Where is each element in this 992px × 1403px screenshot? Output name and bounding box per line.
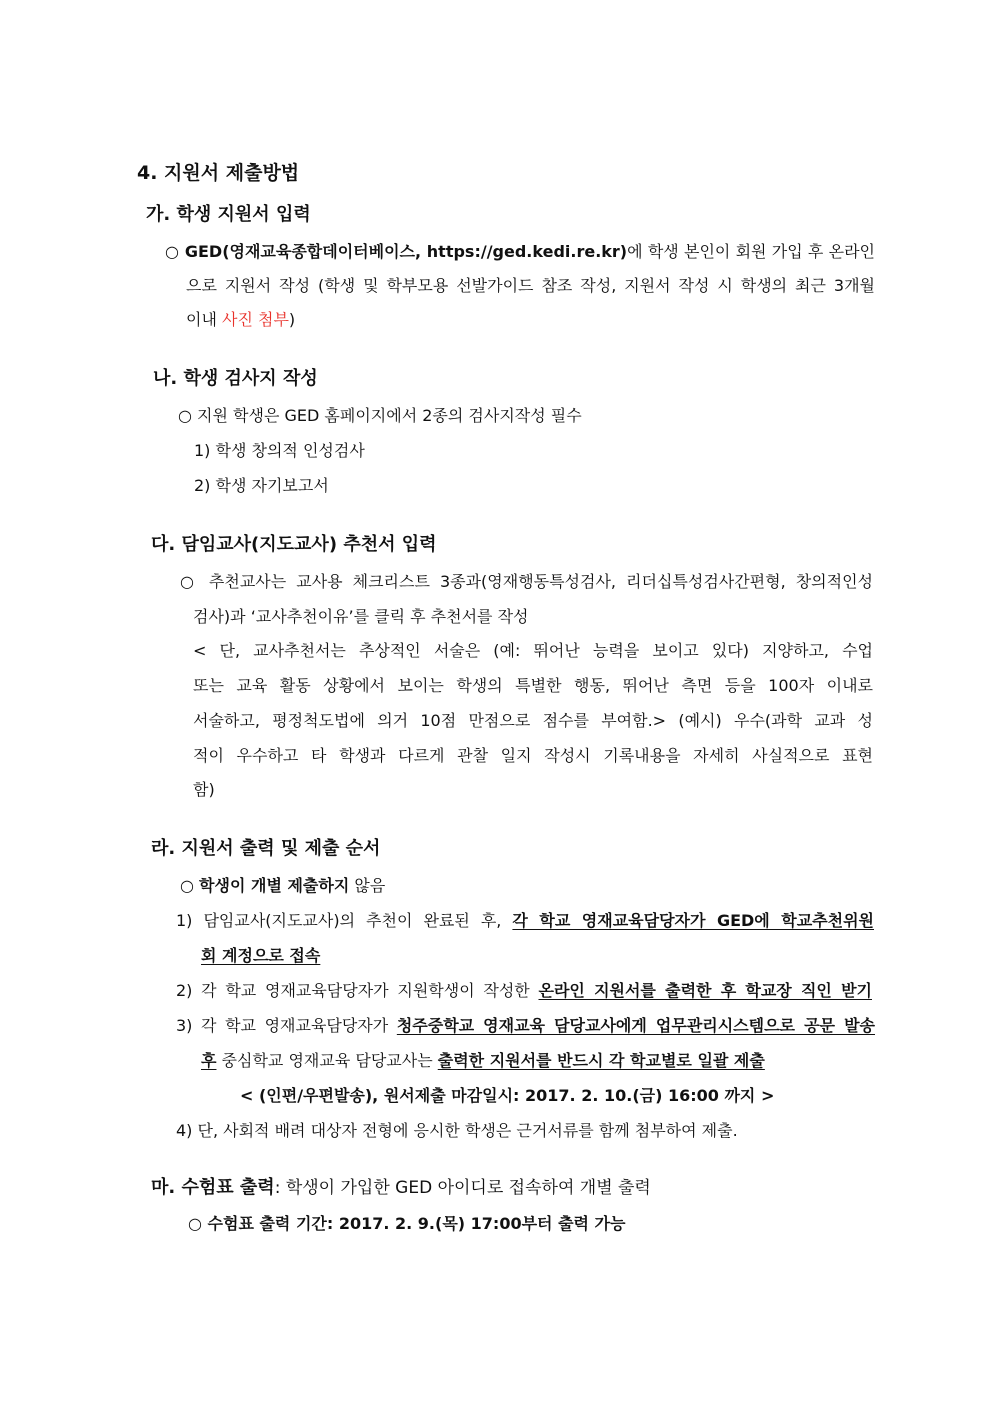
ra-step-4: 4) 단, 사회적 배려 대상자 전형에 응시한 학생은 근거서류를 함께 첨부하여 제출. xyxy=(176,1121,738,1140)
ga-line-1-rest: 에 학생 본인이 회원 가입 후 온라인 xyxy=(627,242,875,261)
na-item-2: 2) 학생 자기보고서 xyxy=(194,476,329,495)
submission-deadline: < (인편/우편발송), 원서제출 마감일시: 2017. 2. 10.(금) 16:00 까지 > xyxy=(240,1086,775,1105)
ra-step-2-emphasis: 온라인 지원서를 출력한 후 학교장 직인 받기 xyxy=(538,981,872,1000)
ga-paragraph-line-3: 이내 사진 첨부) xyxy=(186,310,296,329)
subsection-title-ma: 마. 수험표 출력: 학생이 가입한 GED 아이디로 접속하여 개별 출력 xyxy=(151,1177,651,1198)
section-heading: 4. 지원서 제출방법 xyxy=(137,162,300,184)
subsection-title-ra: 라. 지원서 출력 및 제출 순서 xyxy=(151,838,381,859)
ra-step-2: 2) 각 학교 영재교육담당자가 지원학생이 작성한 온라인 지원서를 출력한 후 학교장 직인 받기 xyxy=(176,981,872,1000)
ra-step-1-cont: 회 계정으로 접속 xyxy=(201,946,321,965)
da-line-1: ○ 추천교사는 교사용 체크리스트 3종과(영재행동특성검사, 리더십특성검사간편형, 창의적인성 xyxy=(180,572,873,591)
subsection-title-na: 나. 학생 검사지 작성 xyxy=(153,368,318,389)
ra-step-1-emphasis: 각 학교 영재교육담당자가 GED에 학교추천위원 xyxy=(512,911,874,930)
ma-bullet: ○ 수험표 출력 기간: 2017. 2. 9.(목) 17:00부터 출력 가능 xyxy=(188,1214,626,1233)
ra-step-3: 3) 각 학교 영재교육담당자가 청주중학교 영재교육 담당교사에게 업무관리시스템으로 공문 발송 xyxy=(176,1016,875,1035)
da-line-6: 적이 우수하고 타 학생과 다르게 관찰 일지 작성시 기록내용을 자세히 사실적으로 표현 xyxy=(193,746,873,765)
da-line-5: 서술하고, 평정척도법에 의거 10점 만점으로 점수를 부여함.> (예시) 우수(과학 교과 성 xyxy=(193,711,873,730)
na-item-1: 1) 학생 창의적 인성검사 xyxy=(194,441,365,460)
da-line-4: 또는 교육 활동 상황에서 보이는 학생의 특별한 행동, 뛰어난 측면 등을 100자 이내로 xyxy=(193,676,873,695)
ra-step-3-cont: 후 중심학교 영재교육 담당교사는 출력한 지원서를 반드시 각 학교별로 일괄 제출 xyxy=(201,1051,765,1070)
subsection-title-ga: 가. 학생 지원서 입력 xyxy=(146,204,311,225)
ra-step-3-emphasis-2: 출력한 지원서를 반드시 각 학교별로 일괄 제출 xyxy=(437,1051,765,1070)
da-line-7: 함) xyxy=(193,780,215,799)
ra-step-1: 1) 담임교사(지도교사)의 추천이 완료된 후, 각 학교 영재교육담당자가 GED에 학교추천위원 xyxy=(176,911,874,930)
ra-step-3-emphasis: 청주중학교 영재교육 담당교사에게 업무관리시스템으로 공문 발송 xyxy=(396,1016,875,1035)
da-line-3: < 단, 교사추천서는 추상적인 서술은 (예: 뛰어난 능력을 보이고 있다) 지양하고, 수업 xyxy=(193,641,873,660)
na-bullet: ○ 지원 학생은 GED 홈페이지에서 2종의 검사지작성 필수 xyxy=(178,406,582,425)
da-line-2: 검사)과 ‘교사추천이유’를 클릭 후 추천서를 작성 xyxy=(193,607,529,626)
ga-paragraph-line-2: 으로 지원서 작성 (학생 및 학부모용 선발가이드 참조 작성, 지원서 작성 시 학생의 최근 3개월 xyxy=(186,276,875,295)
subsection-title-da: 다. 담임교사(지도교사) 추천서 입력 xyxy=(151,534,437,555)
ga-paragraph-line-1 xyxy=(165,241,875,263)
ra-bullet: ○ 학생이 개별 제출하지 않음 xyxy=(180,876,386,895)
photo-attach-highlight: 사진 첨부 xyxy=(222,310,289,329)
ged-name: ○ GED(영재교육종합데이터베이스, https://ged.kedi.re.kr) xyxy=(165,242,628,261)
